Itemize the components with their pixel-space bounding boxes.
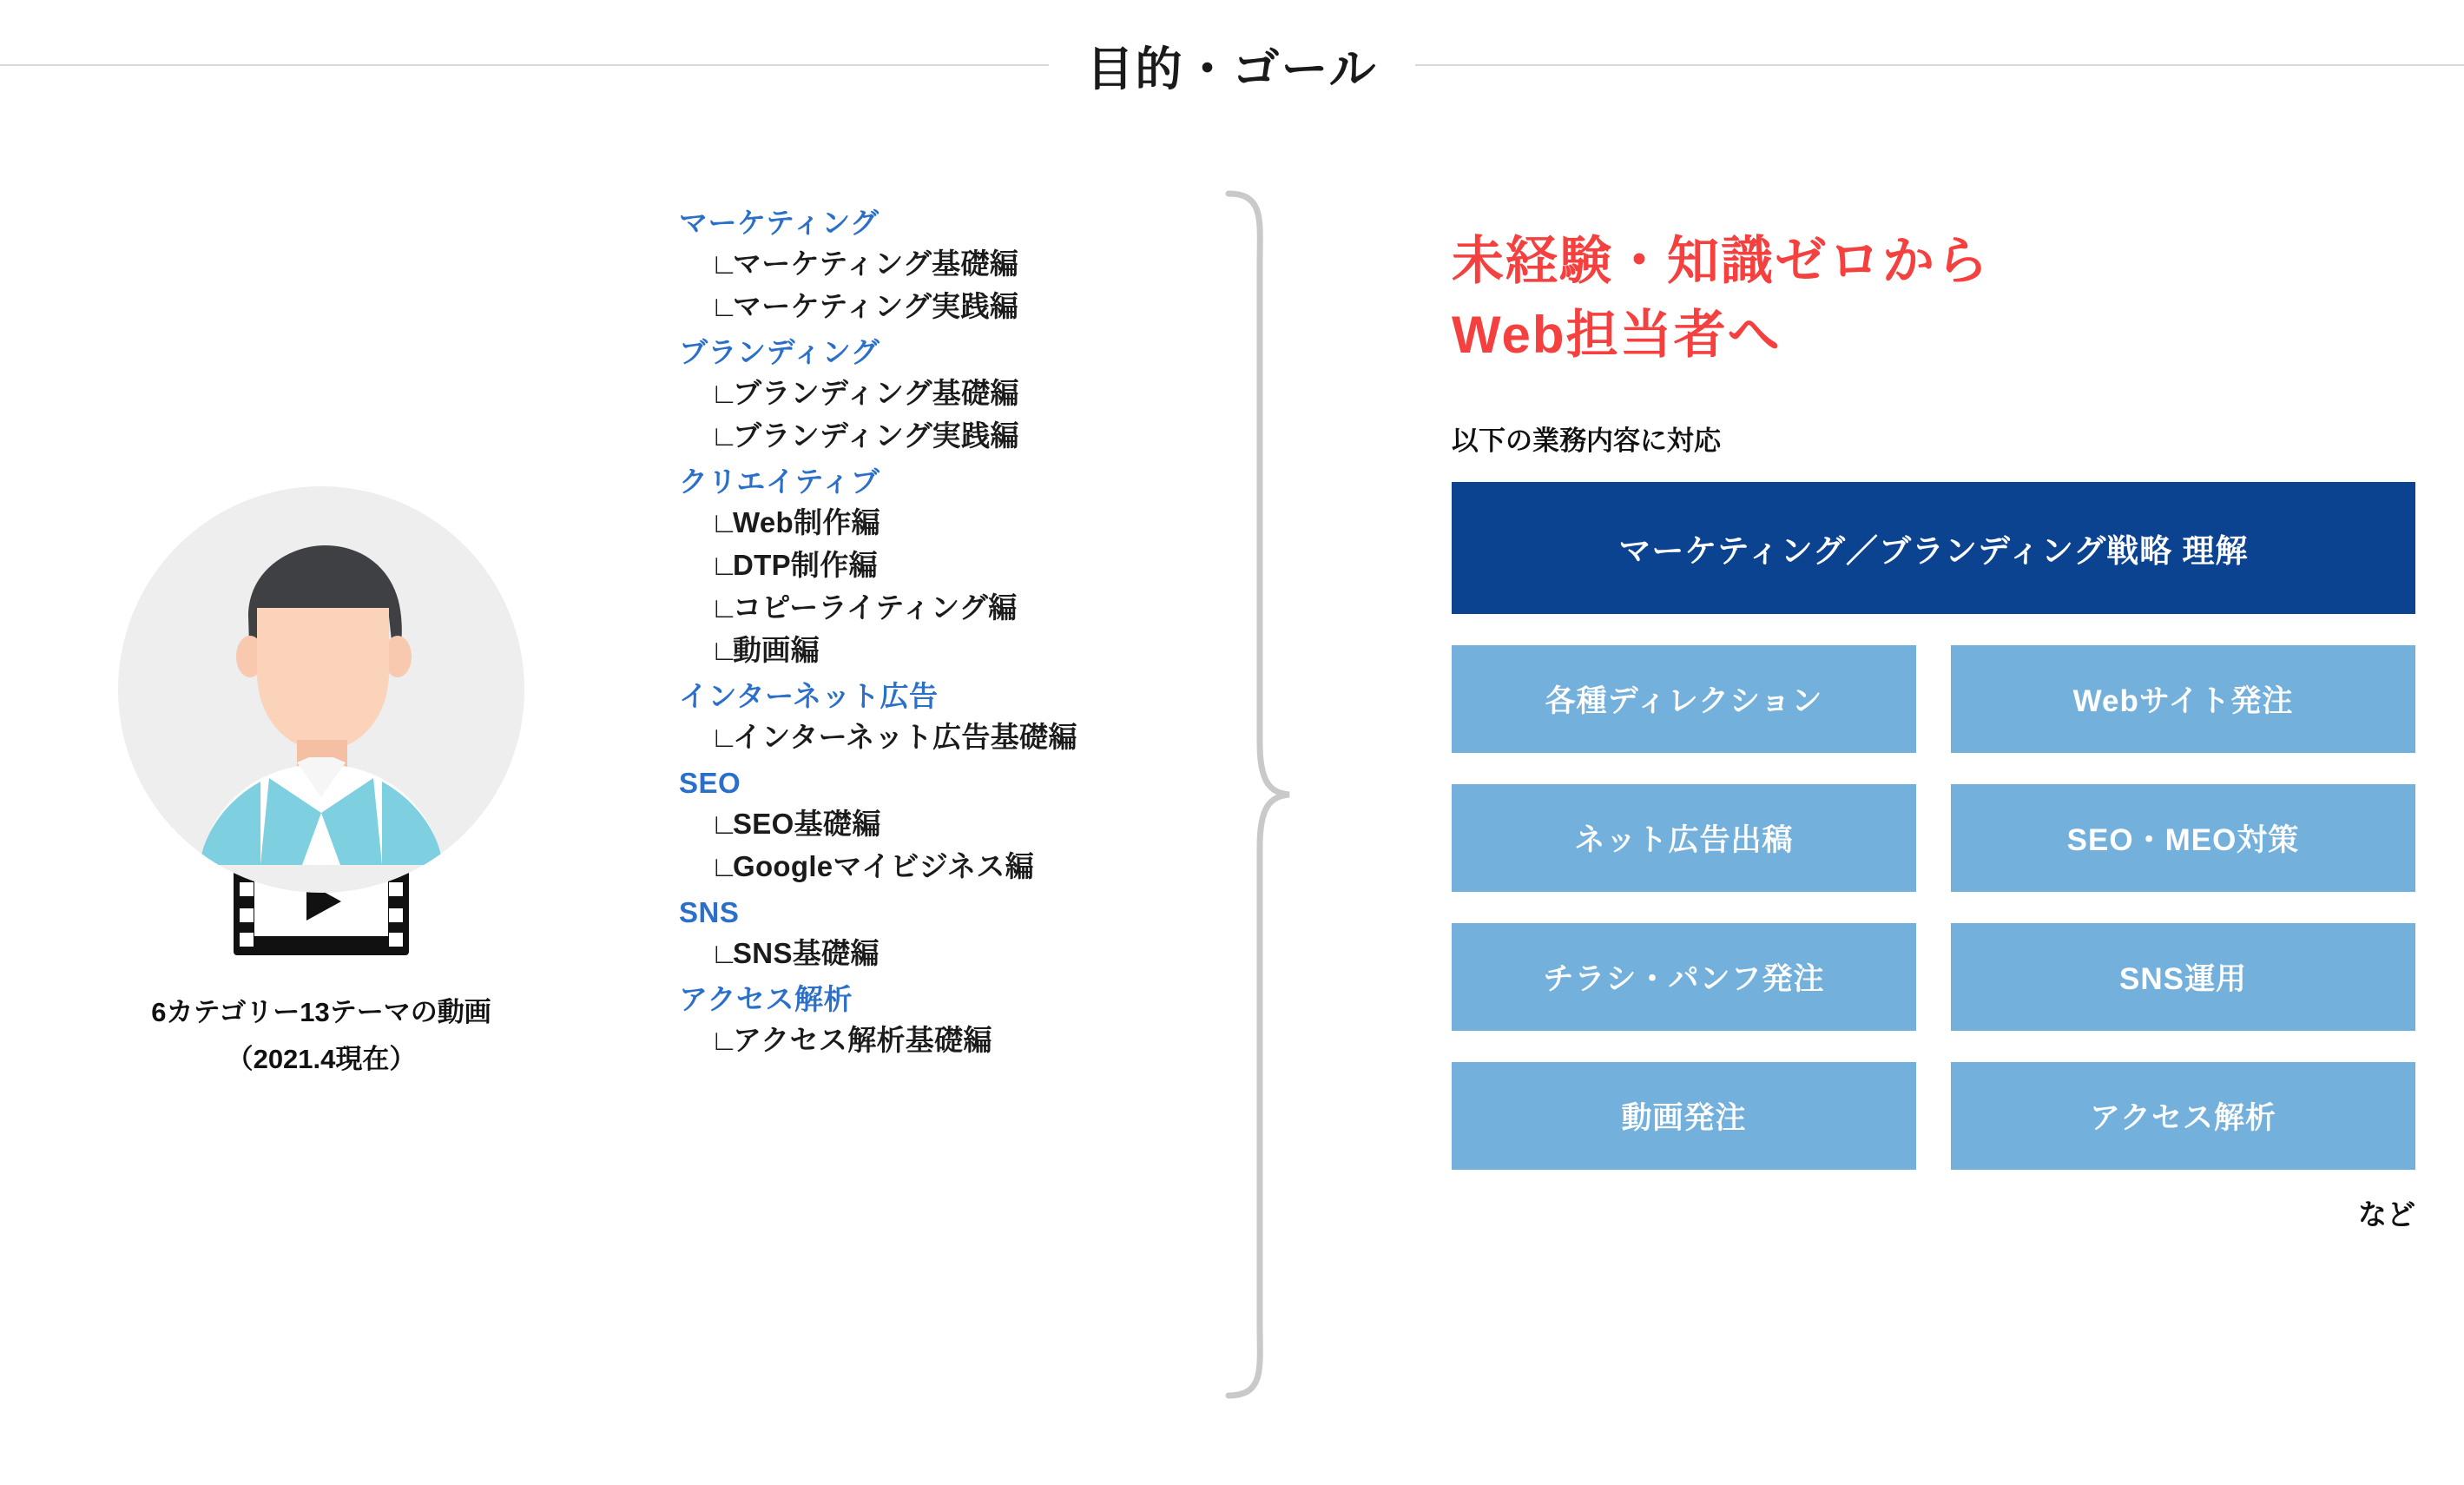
- curriculum-item: [710, 593, 1216, 622]
- curriculum-category: クリエイティブ: [679, 465, 880, 498]
- branch-glyph-icon: ∟: [710, 634, 739, 666]
- curriculum-category: マーケティング: [679, 207, 880, 239]
- curriculum-item-label: コピーライティング編: [733, 591, 1018, 624]
- curriculum-item: [710, 1026, 1216, 1054]
- task-tile: アクセス解析: [1951, 1062, 2415, 1170]
- branch-glyph-icon: ∟: [710, 248, 739, 280]
- branch-glyph-icon: ∟: [710, 591, 739, 624]
- branch-glyph-icon: ∟: [710, 850, 739, 882]
- goal-panel: [1452, 224, 2415, 1233]
- curriculum-item-label: SEO基礎編: [733, 808, 881, 840]
- branch-glyph-icon: ∟: [710, 377, 739, 409]
- curriculum-item-label: Googleマイビジネス編: [733, 850, 1034, 882]
- branch-glyph-icon: ∟: [710, 290, 739, 322]
- branch-glyph-icon: ∟: [710, 808, 739, 840]
- curriculum-item-label: マーケティング基礎編: [733, 248, 1019, 280]
- curriculum-item: [710, 939, 1216, 967]
- curriculum-category: ブランディング: [679, 336, 880, 368]
- curriculum-category: SNS: [679, 896, 740, 928]
- curriculum-item-label: ブランディング実践編: [733, 419, 1019, 452]
- task-tile: 動画発注: [1452, 1062, 1916, 1170]
- avatar: [117, 486, 525, 816]
- video-caption-line1: 6カテゴリー13テーマの動画: [151, 997, 491, 1027]
- curriculum-item-label: マーケティング実践編: [733, 290, 1019, 322]
- video-caption: [96, 989, 547, 1084]
- avatar-circle: [118, 486, 524, 893]
- curriculum-item: [710, 636, 1216, 664]
- branch-glyph-icon: ∟: [710, 1024, 739, 1056]
- task-tile: ネット広告出稿: [1452, 784, 1916, 892]
- branch-glyph-icon: ∟: [710, 419, 739, 452]
- header-divider-right: [1415, 64, 2464, 66]
- curriculum-item-label: SNS基礎編: [733, 937, 880, 969]
- curriculum-category: インターネット広告: [679, 680, 939, 712]
- curriculum-item: [710, 421, 1216, 450]
- curriculum-item-label: インターネット広告基礎編: [733, 721, 1077, 753]
- task-tile: SNS運用: [1951, 923, 2415, 1031]
- curriculum-item: [710, 809, 1216, 838]
- task-tile: Webサイト発注: [1951, 645, 2415, 753]
- curriculum-list: [677, 208, 1216, 1068]
- curriculum-category: アクセス解析: [679, 983, 853, 1015]
- tile-primary-strategy: マーケティング／ブランディング戦略 理解: [1452, 482, 2415, 614]
- person-avatar-icon: [118, 486, 524, 893]
- curriculum-item: [710, 852, 1216, 881]
- goal-headline-line2: Web担当者へ: [1452, 306, 1782, 365]
- curriculum-item: [710, 508, 1216, 537]
- branch-glyph-icon: ∟: [710, 937, 739, 969]
- page-header: [0, 0, 2464, 130]
- curriculum-item-label: 動画編: [733, 634, 820, 666]
- curly-brace: [1220, 187, 1298, 1402]
- task-tile-grid: [1452, 645, 2415, 1170]
- curriculum-item: [710, 249, 1216, 278]
- task-tile: チラシ・パンフ発注: [1452, 923, 1916, 1031]
- curriculum-item-label: アクセス解析基礎編: [733, 1024, 992, 1056]
- scope-note: 以下の業務内容に対応: [1452, 426, 1721, 457]
- branch-glyph-icon: ∟: [710, 506, 739, 538]
- curriculum-item: [710, 723, 1216, 751]
- goal-headline-line1: 未経験・知識ゼロから: [1452, 232, 1990, 290]
- curriculum-item: [710, 551, 1216, 579]
- curriculum-category: SEO: [679, 767, 741, 799]
- curriculum-item-label: ブランディング基礎編: [733, 377, 1019, 409]
- task-tile: SEO・MEO対策: [1951, 784, 2415, 892]
- task-tile: 各種ディレクション: [1452, 645, 1916, 753]
- curriculum-item: [710, 292, 1216, 320]
- video-caption-line2: （2021.4現在）: [226, 1044, 417, 1075]
- etc-footnote: など: [2358, 1198, 2415, 1231]
- curriculum-item-label: Web制作編: [733, 506, 880, 538]
- curriculum-item-label: DTP制作編: [733, 549, 878, 581]
- goal-headline: [1452, 224, 2415, 372]
- header-divider-left: [0, 64, 1049, 66]
- video-summary-block: [96, 486, 547, 1084]
- curriculum-item: [710, 379, 1216, 407]
- page-title: 目的・ゴール: [1086, 43, 1378, 96]
- branch-glyph-icon: ∟: [710, 549, 739, 581]
- branch-glyph-icon: ∟: [710, 721, 739, 753]
